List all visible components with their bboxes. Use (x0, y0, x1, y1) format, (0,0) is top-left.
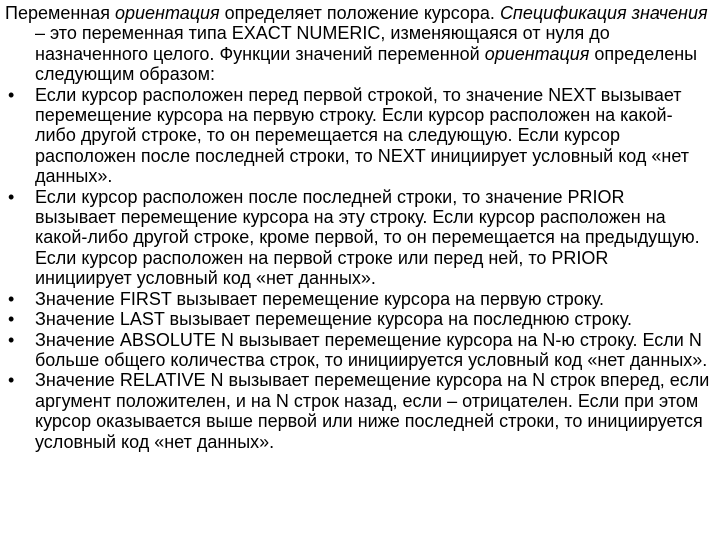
bullet-relative (5, 370, 710, 452)
bullet-text: Если курсор расположен перед первой строкой, то значение NEXT вызывает перемещение курсора на первую строку. Если курсор расположен на какой-либо другой строке, то он перемещается на следующую. Если курсор расположен после последней строки, то NEXT инициирует условный код «нет данных». (35, 84, 690, 187)
intro-text-1: Переменная (5, 3, 115, 23)
bullet-dot-icon: • (8, 329, 15, 350)
bullet-dot-icon: • (8, 186, 15, 207)
intro-italic-value-spec: Спецификация значения (499, 3, 708, 23)
bullet-text: Значение FIRST вызывает перемещение курсора на первую строку. (35, 288, 605, 309)
bullet-text: Значение ABSOLUTE N вызывает перемещение курсора на N-ю строку. Если N больше общего количества строк, то инициируется условный код «нет данных». (35, 329, 708, 370)
bullet-dot-icon: • (8, 309, 15, 330)
bullet-dot-icon: • (8, 288, 15, 309)
bullet-absolute (5, 330, 710, 371)
intro-italic-orientation-2: ориентация (484, 43, 590, 64)
bullet-next (5, 85, 710, 187)
bullet-text: Значение LAST вызывает перемещение курсора на последнюю строку. (35, 309, 632, 330)
intro-text-2: определяет положение курсора. (219, 3, 500, 23)
intro-text-4: определены следующим образом: (35, 43, 698, 85)
bullet-text: Значение RELATIVE N вызывает перемещение курсора на N строк вперед, если аргумент положителен, и на N строк назад, если – отрицателен. Если при этом курсор оказывается выше первой или ниже последней строки, то инициируется условный код «нет данных». (35, 370, 710, 452)
bullet-last (5, 309, 710, 329)
bullet-dot-icon: • (8, 370, 15, 391)
bullet-first (5, 289, 710, 309)
intro-italic-orientation: ориентация (115, 3, 220, 23)
bullet-prior (5, 187, 710, 289)
bullet-list (5, 85, 710, 452)
bullet-text: Если курсор расположен после последней строки, то значение PRIOR вызывает перемещение курсора на эту строку. Если курсор расположен на какой-либо другой строке, кроме первой, то он перемещается на предыдущую. Если курсор расположен на первой строке или перед ней, то PRIOR инициирует условный код «нет данных». (35, 186, 700, 289)
body-text (5, 3, 710, 452)
intro-paragraph (5, 3, 710, 85)
bullet-dot-icon: • (8, 84, 15, 105)
intro-text-3: – это переменная типа EXACT NUMERIC, изменяющаяся от нуля до назначенного целого. Функции значений переменной (35, 23, 610, 64)
